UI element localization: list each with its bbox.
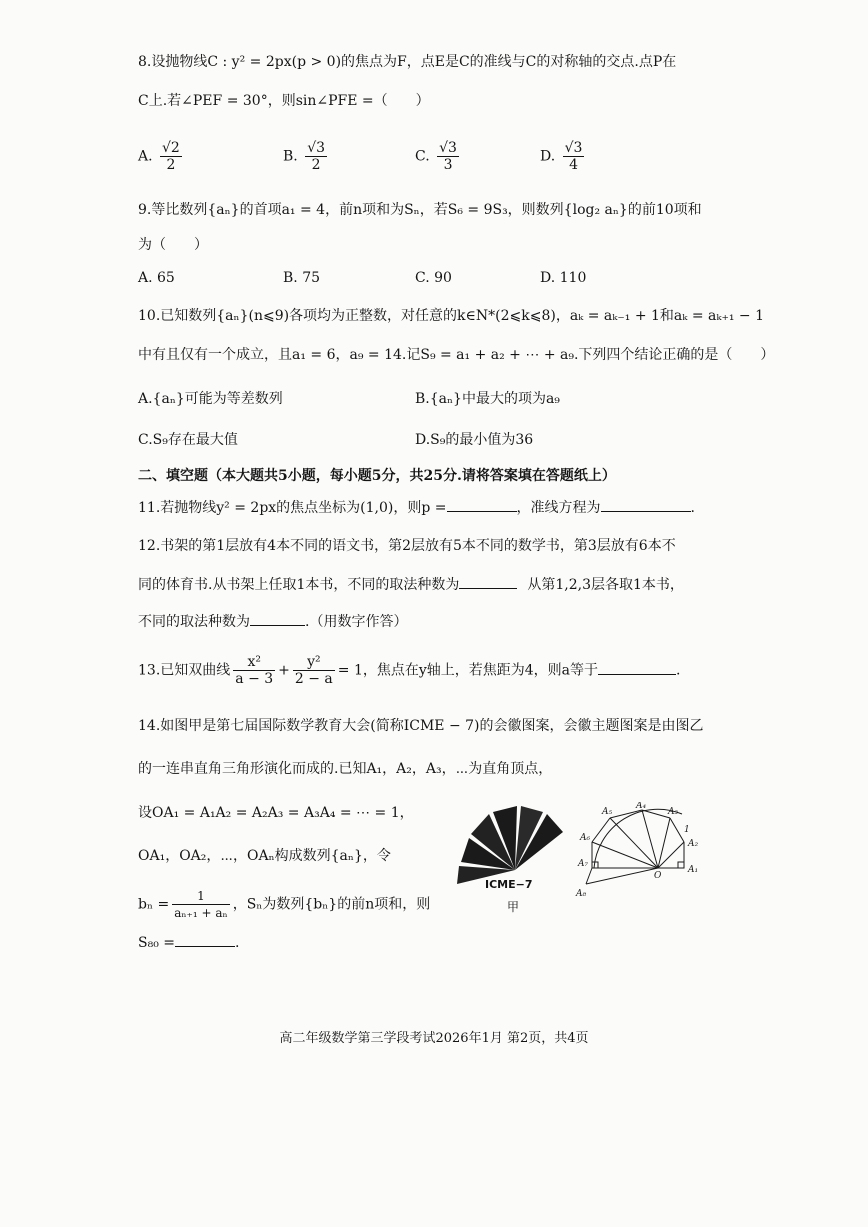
answer-blank bbox=[447, 497, 517, 512]
q9-line2: 为（ ） bbox=[138, 237, 208, 253]
q12-text: 不同的取法种数为 bbox=[138, 614, 250, 630]
q9-option-a: A. 65 bbox=[138, 270, 175, 286]
q12-line2 bbox=[138, 574, 684, 595]
q14-text: . bbox=[235, 935, 240, 951]
q10-line1: 10.已知数列{aₙ}(n⩽9)各项均为正整数，对任意的k∈N*(2⩽k⩽8)，aₖ = aₖ₋₁ + 1和aₖ = aₖ₊₁ − 1 bbox=[138, 308, 764, 324]
q12-text: 从第1,2,3层各取1本书， bbox=[527, 577, 684, 593]
q13-text: = 1，焦点在y轴上，若焦距为4，则a等于 bbox=[337, 662, 599, 679]
answer-blank bbox=[459, 574, 517, 589]
q13-text: . bbox=[676, 662, 681, 679]
q8-line1: 8.设抛物线C : y² = 2px(p > 0)的焦点为F，点E是C的准线与C的对称轴的交点.点P在 bbox=[138, 54, 677, 70]
segment bbox=[586, 868, 658, 884]
label-a3: A₃ bbox=[668, 807, 679, 817]
answer-blank bbox=[250, 611, 305, 626]
q8-option-a bbox=[138, 140, 185, 173]
q9-line1: 9.等比数列{aₙ}的首项a₁ = 4，前n项和为Sₙ，若S₆ = 9S₃，则数列{log₂ aₙ}的前10项和 bbox=[138, 202, 702, 218]
q12-text: .（用数字作答） bbox=[305, 614, 408, 630]
fraction: $\frac{√3}{3}$ bbox=[439, 140, 457, 173]
q14-text: ，Sₙ为数列{bₙ}的前n项和，则 bbox=[232, 896, 431, 913]
figure-label-jia: 甲 bbox=[507, 900, 520, 914]
q13-text: 13.已知双曲线 bbox=[138, 662, 231, 679]
q10-option-d: D.S₉的最小值为36 bbox=[415, 432, 534, 448]
spiral-diagram bbox=[572, 802, 712, 912]
label-a8: A₈ bbox=[576, 889, 587, 899]
q14-line1: 14.如图甲是第七届国际数学教育大会(简称ICME − 7)的会徽图案，会徽主题图案是由图乙 bbox=[138, 718, 704, 734]
label-a5: A₅ bbox=[602, 807, 613, 817]
q14-text: S₈₀ = bbox=[138, 935, 175, 951]
answer-blank bbox=[601, 497, 691, 512]
q9-option-d: D. 110 bbox=[540, 270, 587, 286]
triangle-spiral-figure bbox=[572, 802, 712, 912]
page-footer: 高二年级数学第三学段考试2026年1月 第2页，共4页 bbox=[279, 1031, 589, 1046]
label-a7: A₇ bbox=[578, 859, 589, 869]
label-a2: A₂ bbox=[688, 839, 699, 849]
fraction: $\frac{1}{\text{aₙ₊₁ + aₙ}}$ bbox=[174, 889, 228, 920]
q8-option-b bbox=[283, 140, 330, 173]
q14-line2: 的一连串直角三角形演化而成的.已知A₁，A₂，A₃，⋯为直角顶点， bbox=[138, 761, 553, 777]
option-label: A. bbox=[138, 148, 153, 165]
segment bbox=[592, 842, 658, 868]
q10-option-a: A.{aₙ}可能为等差数列 bbox=[138, 391, 283, 407]
fraction: $\frac{√3}{2}$ bbox=[307, 140, 326, 173]
option-label: C. bbox=[415, 148, 430, 165]
q10-option-c: C.S₉存在最大值 bbox=[138, 432, 238, 448]
fraction: $\frac{√3}{4}$ bbox=[564, 140, 583, 173]
label-one: 1 bbox=[684, 825, 690, 835]
label-a4: A₄ bbox=[636, 802, 647, 811]
q14-line3: 设OA₁ = A₁A₂ = A₂A₃ = A₃A₄ = ⋯ = 1， bbox=[138, 805, 414, 821]
answer-blank bbox=[598, 660, 676, 675]
answer-blank bbox=[175, 932, 235, 947]
right-angle-mark bbox=[678, 862, 684, 868]
q12-line3 bbox=[138, 611, 407, 632]
label-o: O bbox=[654, 871, 662, 881]
segment bbox=[610, 810, 642, 818]
q9-option-c: C. 90 bbox=[415, 270, 452, 286]
segment bbox=[592, 818, 610, 842]
q10-line2: 中有且仅有一个成立，且a₁ = 6，a₉ = 14.记S₉ = a₁ + a₂ + ⋯ + a₉.下列四个结论正确的是（ ） bbox=[138, 347, 775, 363]
fraction: $\frac{\text{y²}}{2 - a}$ bbox=[294, 654, 333, 687]
segment bbox=[642, 810, 670, 818]
q8-line2: C上.若∠PEF = 30°，则sin∠PFE =（ ） bbox=[138, 93, 430, 109]
option-label: D. bbox=[540, 148, 556, 165]
label-a1: A₁ bbox=[688, 865, 699, 875]
section-heading: 二、填空题（本大题共5小题，每小题5分，共25分.请将答案填在答题纸上） bbox=[138, 468, 616, 484]
logo-caption: ICME−7 bbox=[485, 878, 533, 891]
q9-option-b: B. 75 bbox=[283, 270, 321, 286]
q8-option-c bbox=[415, 140, 462, 173]
fraction: $\frac{\text{x²}}{a - 3}$ bbox=[235, 654, 274, 687]
icme-logo-figure bbox=[455, 800, 575, 920]
q11-text: ，准线方程为 bbox=[516, 500, 601, 516]
label-a6: A₆ bbox=[580, 833, 591, 843]
q14-line5 bbox=[138, 888, 430, 921]
q12-line1: 12.书架的第1层放有4本不同的语文书，第2层放有5本不同的数学书，第3层放有6本不 bbox=[138, 538, 676, 554]
q12-text: 同的体育书.从书架上任取1本书，不同的取法种数为 bbox=[138, 577, 460, 593]
fraction: $\frac{√2}{2}$ bbox=[162, 140, 180, 173]
q13-text: + bbox=[278, 662, 290, 679]
option-label: B. bbox=[283, 148, 298, 165]
segment bbox=[670, 818, 684, 842]
q11-text: 11.若抛物线y² = 2px的焦点坐标为(1,0)，则p = bbox=[138, 500, 447, 516]
q8-option-d bbox=[540, 140, 587, 173]
q14-text: bₙ = bbox=[138, 896, 170, 913]
q13 bbox=[138, 654, 681, 687]
q11-text: . bbox=[690, 500, 695, 516]
q11 bbox=[138, 497, 695, 518]
segment bbox=[658, 842, 684, 868]
q14-line6 bbox=[138, 932, 239, 953]
q14-line4: OA₁，OA₂，⋯，OAₙ构成数列{aₙ}，令 bbox=[138, 848, 391, 864]
segment bbox=[586, 868, 592, 884]
segment bbox=[658, 818, 670, 868]
q10-option-b: B.{aₙ}中最大的项为a₉ bbox=[415, 391, 560, 407]
